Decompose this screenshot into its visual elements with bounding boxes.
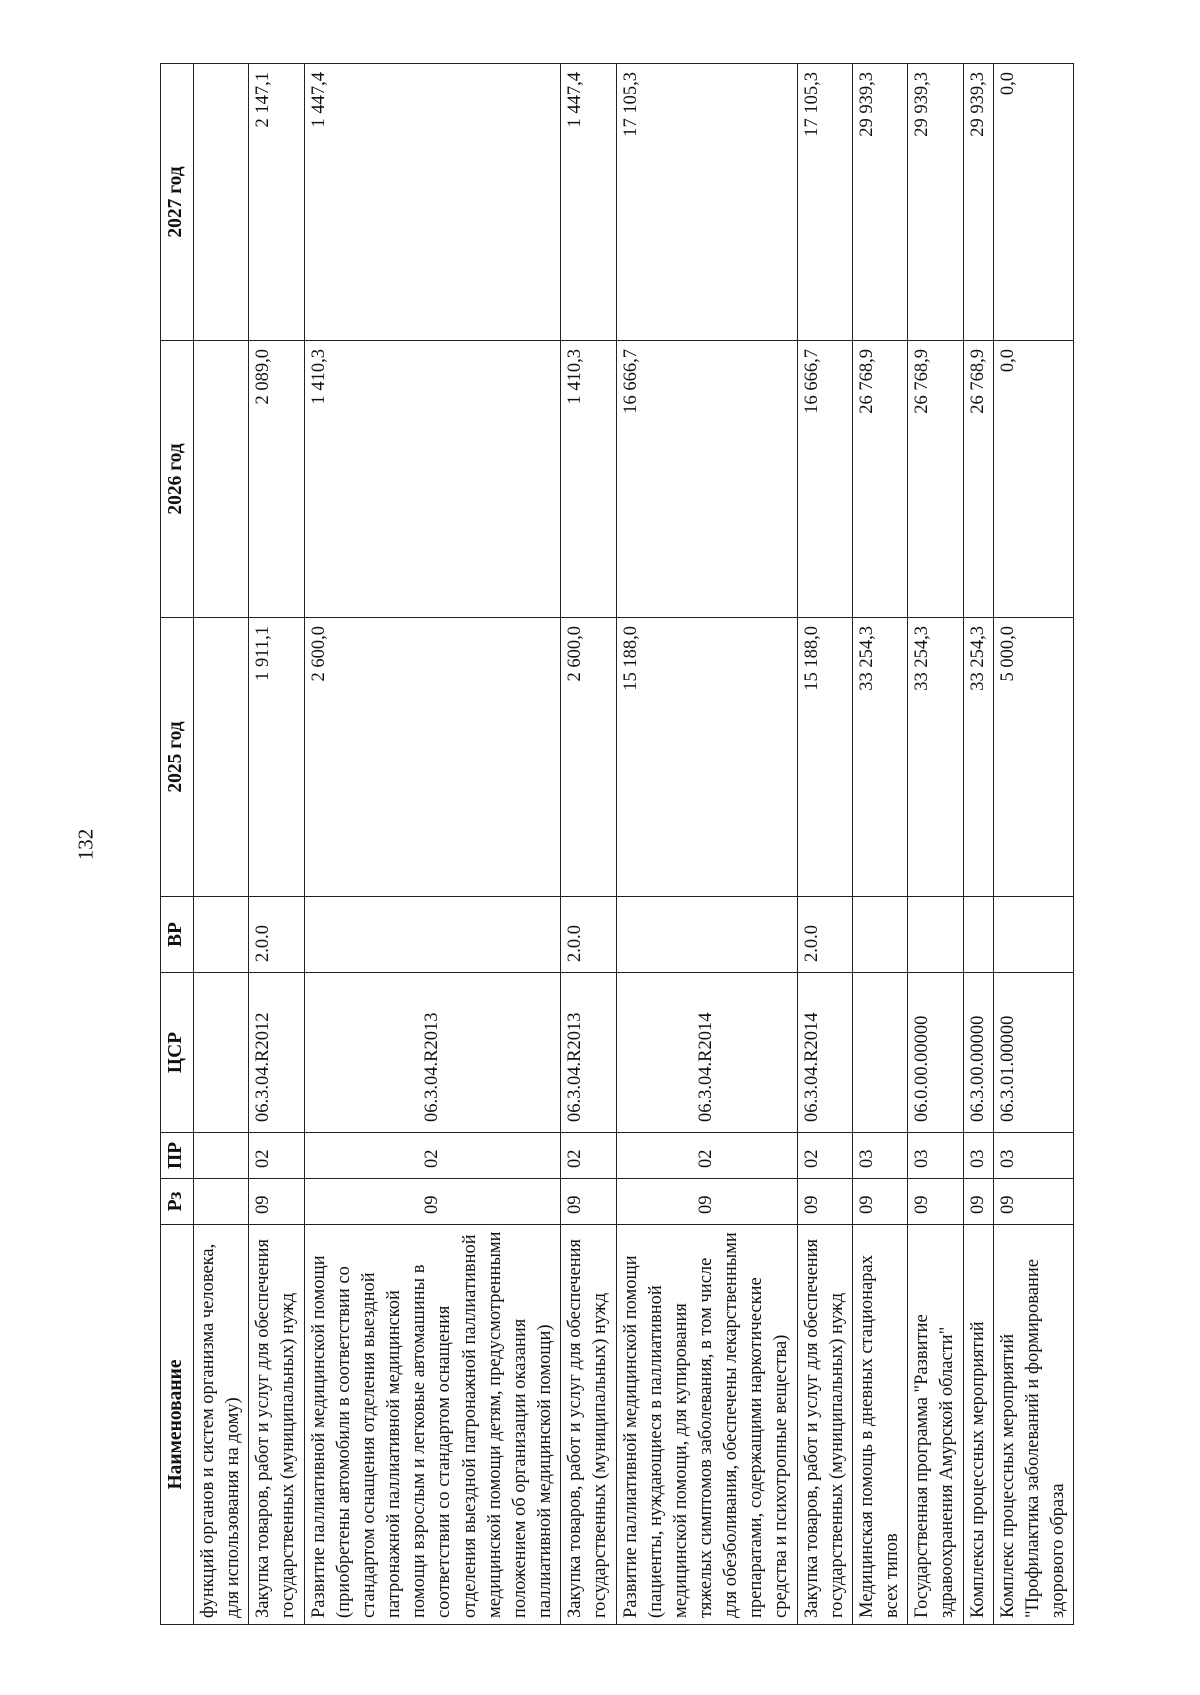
table-body bbox=[194, 64, 1074, 1625]
cell-name: Медицинская помощь в дневных стационарах всех типов bbox=[852, 1225, 907, 1625]
header-2025: 2025 год bbox=[161, 618, 194, 897]
table-row bbox=[304, 64, 561, 1625]
cell-vr: 2.0.0 bbox=[561, 897, 616, 973]
cell-vr: 2.0.0 bbox=[249, 897, 304, 973]
cell-2027: 29 939,3 bbox=[963, 64, 993, 341]
cell-2026: 26 768,9 bbox=[852, 341, 907, 618]
cell-rz: 09 bbox=[908, 1179, 963, 1225]
cell-pr: 02 bbox=[249, 1133, 304, 1179]
cell-name: Комплекс процессных мероприятий "Профилактика заболеваний и формирование здорового образа bbox=[993, 1225, 1073, 1625]
cell-csr: 06.3.00.00000 bbox=[963, 973, 993, 1133]
cell-rz: 09 bbox=[797, 1179, 852, 1225]
cell-2026: 0,0 bbox=[993, 341, 1073, 618]
cell-pr bbox=[194, 1133, 249, 1179]
budget-table bbox=[160, 63, 1074, 1625]
cell-2025: 33 254,3 bbox=[963, 618, 993, 897]
cell-2027: 2 147,1 bbox=[249, 64, 304, 341]
cell-2026: 1 410,3 bbox=[304, 341, 561, 618]
header-2027: 2027 год bbox=[161, 64, 194, 341]
cell-2026: 16 666,7 bbox=[797, 341, 852, 618]
cell-2026: 26 768,9 bbox=[963, 341, 993, 618]
table-row bbox=[797, 64, 852, 1625]
cell-2027: 1 447,4 bbox=[304, 64, 561, 341]
cell-name: Закупка товаров, работ и услуг для обеспечения государственных (муниципальных) нужд bbox=[249, 1225, 304, 1625]
cell-pr: 02 bbox=[616, 1133, 797, 1179]
cell-rz: 09 bbox=[616, 1179, 797, 1225]
cell-pr: 02 bbox=[304, 1133, 561, 1179]
cell-pr: 03 bbox=[852, 1133, 907, 1179]
cell-csr bbox=[852, 973, 907, 1133]
cell-rz: 09 bbox=[561, 1179, 616, 1225]
cell-2027: 1 447,4 bbox=[561, 64, 616, 341]
cell-rz: 09 bbox=[249, 1179, 304, 1225]
cell-name: Закупка товаров, работ и услуг для обеспечения государственных (муниципальных) нужд bbox=[797, 1225, 852, 1625]
cell-2026: 2 089,0 bbox=[249, 341, 304, 618]
table-row bbox=[249, 64, 304, 1625]
table-row bbox=[852, 64, 907, 1625]
table-row bbox=[963, 64, 993, 1625]
header-rz: Рз bbox=[161, 1179, 194, 1225]
cell-rz: 09 bbox=[993, 1179, 1073, 1225]
cell-pr: 03 bbox=[963, 1133, 993, 1179]
cell-2026: 26 768,9 bbox=[908, 341, 963, 618]
cell-pr: 02 bbox=[561, 1133, 616, 1179]
cell-2026: 16 666,7 bbox=[616, 341, 797, 618]
cell-2027: 17 105,3 bbox=[797, 64, 852, 341]
cell-2027: 0,0 bbox=[993, 64, 1073, 341]
cell-vr bbox=[993, 897, 1073, 973]
cell-csr: 06.3.04.R2014 bbox=[797, 973, 852, 1133]
cell-rz: 09 bbox=[304, 1179, 561, 1225]
header-pr: ПР bbox=[161, 1133, 194, 1179]
header-vr: ВР bbox=[161, 897, 194, 973]
cell-2025: 33 254,3 bbox=[908, 618, 963, 897]
cell-vr bbox=[616, 897, 797, 973]
budget-table-rotated bbox=[160, 64, 1102, 1625]
cell-2025: 15 188,0 bbox=[616, 618, 797, 897]
cell-csr: 06.3.04.R2013 bbox=[561, 973, 616, 1133]
table-header bbox=[161, 64, 194, 1625]
cell-2025: 15 188,0 bbox=[797, 618, 852, 897]
table-row bbox=[194, 64, 249, 1625]
table-row bbox=[993, 64, 1073, 1625]
cell-2025: 5 000,0 bbox=[993, 618, 1073, 897]
cell-csr: 06.3.04.R2013 bbox=[304, 973, 561, 1133]
cell-name: Государственная программа "Развитие здравоохранения Амурской области" bbox=[908, 1225, 963, 1625]
page-number: 132 bbox=[73, 828, 98, 861]
cell-vr: 2.0.0 bbox=[797, 897, 852, 973]
cell-pr: 03 bbox=[908, 1133, 963, 1179]
cell-rz bbox=[194, 1179, 249, 1225]
cell-vr bbox=[908, 897, 963, 973]
cell-csr: 06.3.04.R2012 bbox=[249, 973, 304, 1133]
cell-rz: 09 bbox=[963, 1179, 993, 1225]
cell-name: Развитие паллиативной медицинской помощи (приобретены автомобили в соответствии со стандартом оснащения отделения выездной патронажной паллиативной медицинской помощи взрослым и легковые автомашины в соответствии со стандартом оснащения отделения выездной патронажной паллиативной медицинской помощи детям, предусмотренными положением об организации оказания паллиативной медицинской помощи) bbox=[304, 1225, 561, 1625]
cell-vr bbox=[304, 897, 561, 973]
cell-csr bbox=[194, 973, 249, 1133]
cell-name: Закупка товаров, работ и услуг для обеспечения государственных (муниципальных) нужд bbox=[561, 1225, 616, 1625]
cell-name: функций органов и систем организма человека, для использования на дому) bbox=[194, 1225, 249, 1625]
cell-2026: 1 410,3 bbox=[561, 341, 616, 618]
header-2026: 2026 год bbox=[161, 341, 194, 618]
cell-2026 bbox=[194, 341, 249, 618]
cell-2027: 29 939,3 bbox=[908, 64, 963, 341]
cell-2025: 1 911,1 bbox=[249, 618, 304, 897]
cell-vr bbox=[194, 897, 249, 973]
cell-csr: 06.3.04.R2014 bbox=[616, 973, 797, 1133]
cell-2025: 33 254,3 bbox=[852, 618, 907, 897]
cell-2027: 29 939,3 bbox=[852, 64, 907, 341]
cell-vr bbox=[963, 897, 993, 973]
table-row bbox=[908, 64, 963, 1625]
table-row bbox=[616, 64, 797, 1625]
cell-pr: 02 bbox=[797, 1133, 852, 1179]
cell-2025: 2 600,0 bbox=[561, 618, 616, 897]
cell-csr: 06.0.00.00000 bbox=[908, 973, 963, 1133]
cell-2025: 2 600,0 bbox=[304, 618, 561, 897]
header-row bbox=[161, 64, 194, 1625]
cell-2027 bbox=[194, 64, 249, 341]
header-csr: ЦСР bbox=[161, 973, 194, 1133]
cell-rz: 09 bbox=[852, 1179, 907, 1225]
header-name: Наименование bbox=[161, 1225, 194, 1625]
cell-vr bbox=[852, 897, 907, 973]
cell-pr: 03 bbox=[993, 1133, 1073, 1179]
cell-2027: 17 105,3 bbox=[616, 64, 797, 341]
cell-name: Развитие паллиативной медицинской помощи (пациенты, нуждающиеся в паллиативной медицинской помощи, для купирования тяжелых симптомов заболевания, в том числе для обезболивания, обеспечены лекарственными препаратами, содержащими наркотические средства и психотропные вещества) bbox=[616, 1225, 797, 1625]
table-row bbox=[561, 64, 616, 1625]
cell-csr: 06.3.01.00000 bbox=[993, 973, 1073, 1133]
cell-2025 bbox=[194, 618, 249, 897]
cell-name: Комплексы процессных мероприятий bbox=[963, 1225, 993, 1625]
